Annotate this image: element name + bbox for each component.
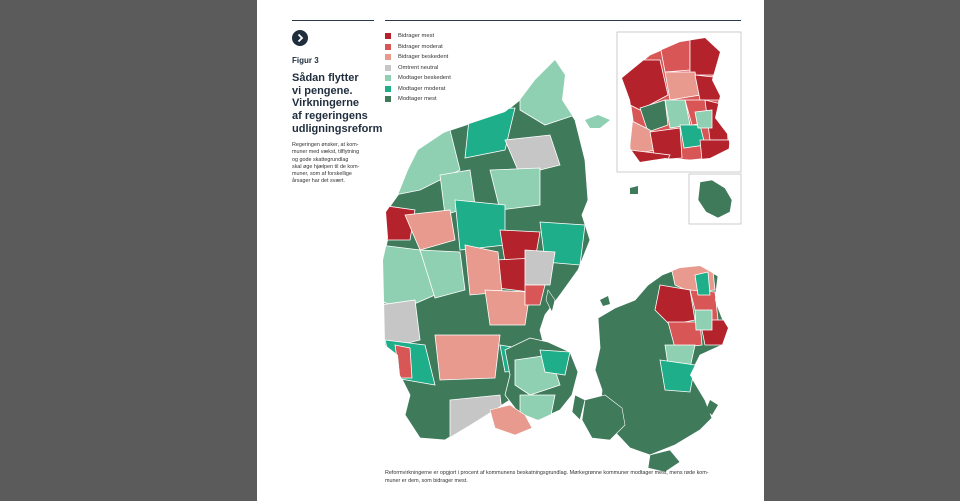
title-line: Sådan flytter (292, 72, 359, 84)
description-line: muner, som af forskellige (292, 171, 352, 178)
description-line: skal øge hjælpen til de kom- (292, 163, 360, 170)
figure-label: Figur 3 (292, 56, 319, 65)
title-line: af regeringens (292, 109, 368, 122)
description-line: Regeringen ønsker, at kom- (292, 142, 359, 148)
map-footnote (385, 470, 745, 485)
description-line: årsager har det svært. (292, 178, 346, 185)
description-line: muner med vækst, tilflytning (292, 149, 360, 156)
legend-label: Bidrager mest (398, 33, 435, 40)
legend-label: Bidrager beskedent (398, 54, 449, 61)
description-line: og gode skattegrundlag (292, 156, 349, 163)
title-line: udligningsreform (292, 122, 383, 135)
legend-label: Bidrager moderat (398, 43, 443, 50)
footnote-line: Reformvirkningerne er opgjort i procent af kommunens beskatningsgrundlag. Mørkegrønne kommuner modtager mest, mens røde kom- (385, 470, 709, 476)
title-line: Virkningerne (292, 97, 360, 110)
legend-label: Omtrent neutral (398, 64, 439, 71)
legend-label: Modtager moderat (398, 85, 446, 92)
legend-label: Modtager beskedent (398, 75, 451, 82)
footnote-line: muner er dem, som bidrager mest. (385, 477, 468, 484)
legend-label: Modtager mest (398, 96, 437, 103)
title-line: vi pengene. (292, 84, 353, 97)
